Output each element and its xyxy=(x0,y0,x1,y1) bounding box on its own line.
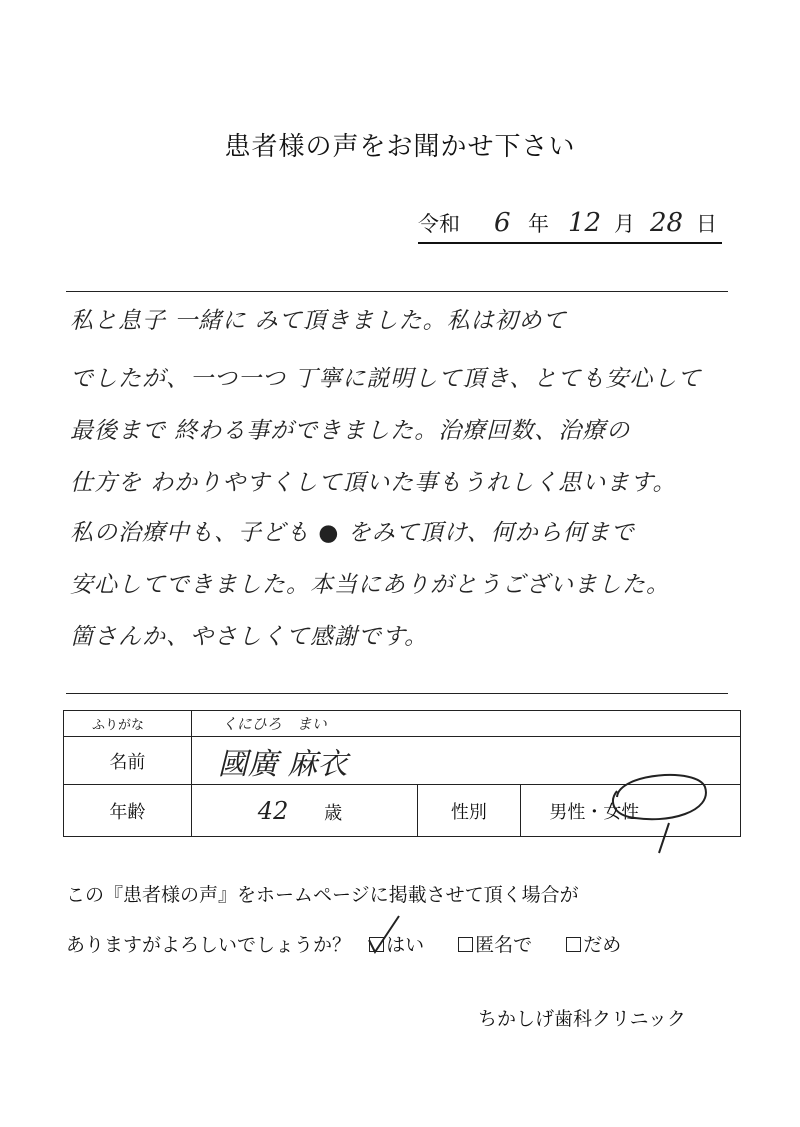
comment-line: 私と息子 一緒に みて頂きました。私は初めて xyxy=(70,308,567,334)
consent-question-line1: この『患者様の声』をホームページに掲載させて頂く場合が xyxy=(66,884,579,906)
comment-line: 私の治療中も、子ども ● をみて頂け、何から何まで xyxy=(70,520,635,546)
page-title: 患者様の声をお聞かせ下さい xyxy=(224,132,576,162)
name-value: 國廣 麻衣 xyxy=(191,737,740,785)
date-field xyxy=(418,208,722,244)
comment-rule-top xyxy=(66,291,728,292)
consent-option-anonymous[interactable] xyxy=(458,934,538,956)
consent-question-line2-text: ありますがよろしいでしょうか？ xyxy=(66,934,352,956)
consent-option-yes[interactable] xyxy=(369,934,430,956)
checkbox-icon xyxy=(458,937,473,952)
comment-line: 仕方を わかりやすくして頂いた事もうれしく思います。 xyxy=(70,470,677,496)
consent-option-no-label: だめ xyxy=(583,934,622,956)
consent-option-no[interactable] xyxy=(566,934,621,956)
checkmark-icon xyxy=(365,912,405,956)
comment-line: でしたが、一つ一つ 丁寧に説明して頂き、とても安心して xyxy=(70,366,702,392)
age-unit: 歳 xyxy=(324,802,343,824)
age-value: 42 xyxy=(257,796,289,825)
consent-question-line2 xyxy=(66,930,621,957)
consent-option-anonymous-label: 匿名で xyxy=(475,934,533,956)
comment-rule-bottom xyxy=(66,693,728,694)
comment-line: 安心してできました。本当にありがとうございました。 xyxy=(70,572,670,598)
gender-male: 男性 xyxy=(549,801,586,823)
date-year: 6 xyxy=(494,208,511,238)
comment-line: 箇さんか、やさしくて感謝です。 xyxy=(70,624,429,650)
clinic-name: ちかしげ歯科クリニック xyxy=(478,1008,686,1030)
furigana-label: ふりがな xyxy=(64,711,192,737)
name-label: 名前 xyxy=(64,737,192,785)
circle-mark-icon xyxy=(609,767,719,857)
date-day-unit: 日 xyxy=(696,212,717,236)
age-cell xyxy=(191,785,417,837)
gender-female: 女性 xyxy=(603,801,640,823)
gender-separator: ・ xyxy=(585,801,604,823)
date-month-unit: 月 xyxy=(614,212,635,236)
gender-label: 性別 xyxy=(417,785,521,837)
date-era: 令和 xyxy=(418,212,460,236)
date-month: 12 xyxy=(568,208,602,238)
date-day: 28 xyxy=(650,208,684,238)
gender-options xyxy=(521,785,741,837)
age-label: 年齢 xyxy=(64,785,192,837)
checkbox-icon xyxy=(566,937,581,952)
furigana-value: くにひろ まい xyxy=(191,711,740,737)
date-year-unit: 年 xyxy=(528,212,549,236)
comment-line: 最後まで 終わる事ができました。治療回数、治療の xyxy=(70,418,631,444)
patient-info-table xyxy=(63,710,741,837)
consent-option-yes-label: はい xyxy=(386,934,425,956)
